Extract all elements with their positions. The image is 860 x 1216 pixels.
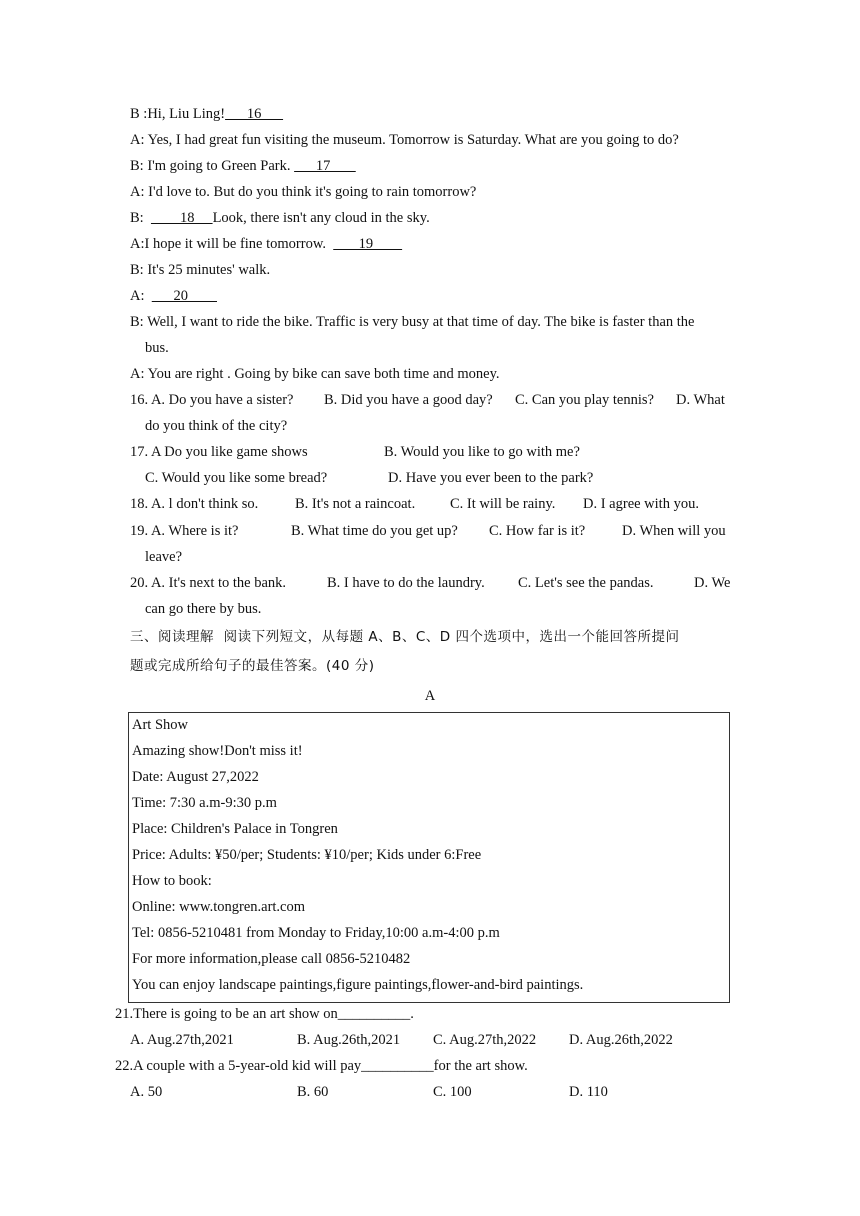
q17-option-b[interactable]: B. Would you like to go with me? [384,444,580,460]
dialogue-line-8 [130,286,217,306]
dialogue-line-3 [130,156,356,176]
dialogue-line-9-cont: bus. [145,340,169,356]
notice-online: Online: www.tongren.art.com [132,899,306,915]
q18-option-a[interactable]: 18. A. l don't think so. [130,496,259,512]
q16-option-d-cont: do you think of the city? [145,418,288,434]
q19-option-d-cont: leave? [145,549,183,565]
q18-option-d[interactable]: D. I agree with you. [583,496,699,512]
dialogue-line-1 [130,104,283,124]
art-show-notice [128,712,730,1003]
q20-option-d[interactable]: D. We [694,575,731,591]
dialogue-text: Look, there isn't any cloud in the sky. [212,210,430,226]
q21-stem [115,1004,414,1024]
q16-option-a[interactable]: 16. A. Do you have a sister? [130,392,294,408]
section-3-heading-line-1: 三、阅读理解 阅读下列短文，从每题 A、B、C、D 四个选项中，选出一个能回答所提问 [130,629,680,645]
dialogue-line-6 [130,234,402,254]
q21-option-d[interactable]: D. Aug.26th,2022 [569,1032,673,1048]
notice-how-to-book: How to book: [132,873,212,889]
notice-tel: Tel: 0856-5210481 from Monday to Friday,10:00 a.m-4:00 p.m [132,925,500,941]
speaker-text: A: [130,288,152,304]
notice-more-info: For more information,please call 0856-5210482 [132,951,411,967]
speaker-text: B: [130,210,151,226]
q21-blank[interactable]: __________ [337,1006,411,1022]
q18-option-c[interactable]: C. It will be rainy. [450,496,556,512]
q16-option-d[interactable]: D. What [676,392,725,408]
q16-option-b[interactable]: B. Did you have a good day? [324,392,493,408]
q22-option-d[interactable]: D. 110 [569,1084,608,1100]
speaker-text: B :Hi, Liu Ling! [130,106,226,122]
blank-17[interactable]: 17 [294,158,356,174]
q20-option-c[interactable]: C. Let's see the pandas. [518,575,654,591]
dialogue-line-9: B: Well, I want to ride the bike. Traffic is very busy at that time of day. The bike is faster than the [130,314,695,330]
q22-option-c[interactable]: C. 100 [433,1084,472,1100]
q18-option-b[interactable]: B. It's not a raincoat. [295,496,416,512]
question-text: 22.A couple with a 5-year-old kid will pay [115,1058,362,1074]
q19-option-a[interactable]: 19. A. Where is it? [130,523,239,539]
q17-option-d[interactable]: D. Have you ever been to the park? [388,470,594,486]
dialogue-line-7: B: It's 25 minutes' walk. [130,262,271,278]
blank-19[interactable]: 19 [333,236,403,252]
q19-option-c[interactable]: C. How far is it? [489,523,586,539]
question-text: . [410,1006,414,1022]
notice-title: Art Show [132,717,188,733]
notice-price: Price: Adults: ¥50/per; Students: ¥10/per; Kids under 6:Free [132,847,482,863]
passage-label: A [424,688,436,704]
speaker-text: A:I hope it will be fine tomorrow. [130,236,334,252]
q20-option-b[interactable]: B. I have to do the laundry. [327,575,485,591]
q16-option-c[interactable]: C. Can you play tennis? [515,392,654,408]
q20-option-d-cont: can go there by bus. [145,601,262,617]
speaker-text: B: I'm going to Green Park. [130,158,295,174]
dialogue-line-5 [130,208,430,228]
section-3-heading-line-2: 题或完成所给句子的最佳答案。(40 分) [130,658,375,674]
q17-option-a[interactable]: 17. A Do you like game shows [130,444,308,460]
notice-tagline: Amazing show!Don't miss it! [132,743,303,759]
question-text: 21.There is going to be an art show on [115,1006,338,1022]
q22-option-a[interactable]: A. 50 [130,1084,163,1100]
q22-stem [115,1056,528,1076]
q20-option-a[interactable]: 20. A. It's next to the bank. [130,575,287,591]
notice-time: Time: 7:30 a.m-9:30 p.m [132,795,277,811]
question-text: for the art show. [433,1058,528,1074]
q21-option-b[interactable]: B. Aug.26th,2021 [297,1032,401,1048]
dialogue-line-10: A: You are right . Going by bike can save both time and money. [130,366,500,382]
blank-16[interactable]: 16 [225,106,284,122]
q21-option-c[interactable]: C. Aug.27th,2022 [433,1032,537,1048]
blank-20[interactable]: 20 [151,288,217,304]
dialogue-line-4: A: I'd love to. But do you think it's going to rain tomorrow? [130,184,477,200]
q19-option-d[interactable]: D. When will you [622,523,726,539]
notice-date: Date: August 27,2022 [132,769,259,785]
q21-option-a[interactable]: A. Aug.27th,2021 [130,1032,234,1048]
dialogue-line-2: A: Yes, I had great fun visiting the museum. Tomorrow is Saturday. What are you going to do? [130,132,679,148]
blank-18[interactable]: 18 [150,210,213,226]
notice-place: Place: Children's Palace in Tongren [132,821,338,837]
notice-paintings: You can enjoy landscape paintings,figure paintings,flower-and-bird paintings. [132,977,584,993]
q17-option-c[interactable]: C. Would you like some bread? [145,470,328,486]
q19-option-b[interactable]: B. What time do you get up? [291,523,458,539]
q22-option-b[interactable]: B. 60 [297,1084,329,1100]
q22-blank[interactable]: __________ [361,1058,434,1074]
